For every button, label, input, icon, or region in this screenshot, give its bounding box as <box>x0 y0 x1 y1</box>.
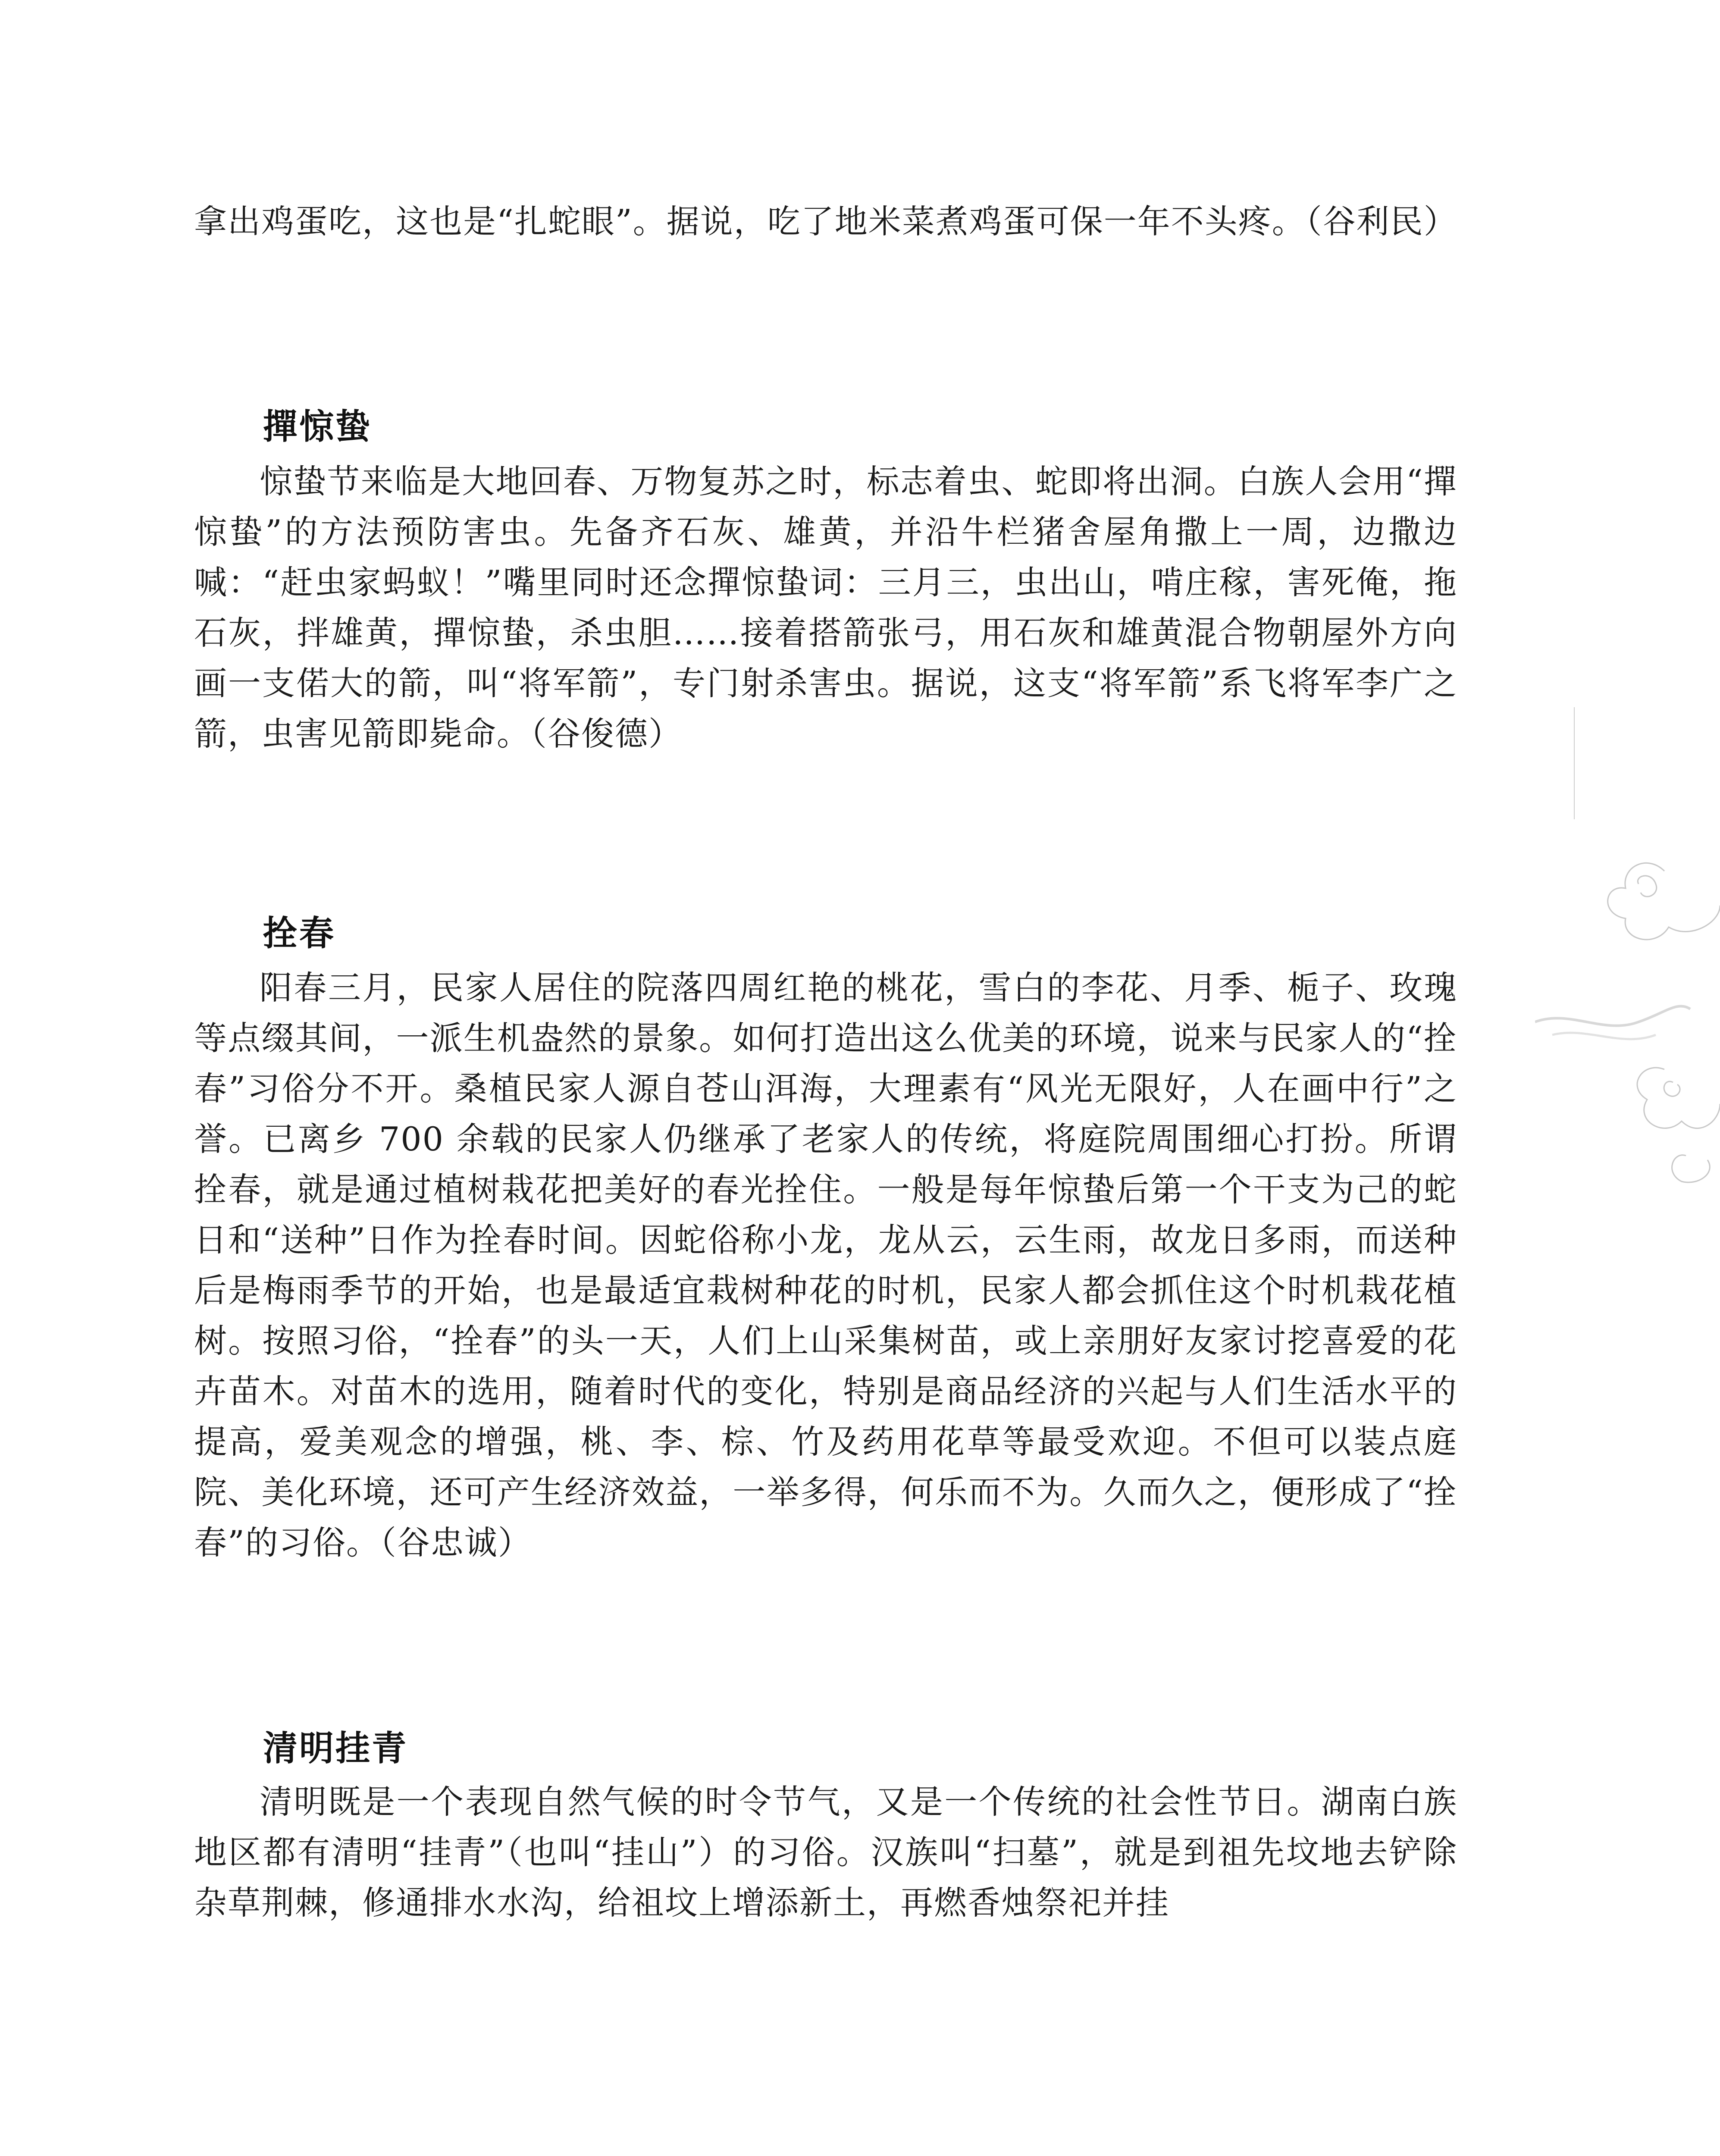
section-title-3: 清明挂青 <box>263 1728 408 1768</box>
section-body-2 <box>194 962 1457 1568</box>
continued-text: 拿出鸡蛋吃，这也是“扎蛇眼”。据说，吃了地米菜煮鸡蛋可保一年不头疼。（谷利民） <box>194 202 1457 241</box>
section-body-text-2: 阳春三月，民家人居住的院落四周红艳的桃花，雪白的李花、月季、栀子、玫瑰等点缀其间，一派生机盎然的景象。如何打造出这么优美的环境，说来与民家人的“拴春”习俗分不开。桑植民家人源自苍山洱海，大理素有“风光无限好，人在画中行”之誉。已离乡 700 余载的民家人仍继承了老家人的传统，将庭院周围细心打扮。所谓拴春，就是通过植树栽花把美好的春光拴住。一般是每年惊蛰后第一个干支为己的蛇日和“送种”日作为拴春时间。因蛇俗称小龙，龙从云，云生雨，故龙日多雨，而送种后是梅雨季节的开始，也是最适宜栽树种花的时机，民家人都会抓住这个时机栽花植树。按照习俗，“拴春”的头一天，人们上山采集树苗，或上亲朋好友家讨挖喜爱的花卉苗木。对苗木的选用，随着时代的变化，特别是商品经济的兴起与人们生活水平的提高，爱美观念的增强，桃、李、棕、竹及药用花草等最受欢迎。不但可以装点庭院、美化环境，还可产生经济效益，一举多得，何乐而不为。久而久之，便形成了“拴春”的习俗。（谷忠诚） <box>194 968 1457 1562</box>
section-title-2: 拴春 <box>263 913 335 953</box>
section-body-3 <box>194 1777 1457 1928</box>
margin-rule <box>1574 707 1575 819</box>
section-body-1 <box>194 456 1457 759</box>
chapter-tab <box>1552 811 1720 1199</box>
section-title-1: 撣惊蛰 <box>263 407 372 447</box>
section-body-text-1: 惊蛰节来临是大地回春、万物复苏之时，标志着虫、蛇即将出洞。白族人会用“撣惊蛰”的方法预防害虫。先备齐石灰、雄黄，并沿牛栏猪舍屋角撒上一周，边撒边喊：“赶虫家蚂蚁！”嘴里同时还念撣惊蛰词：三月三，虫出山，啃庄稼，害死俺，拖石灰，拌雄黄，撣惊蛰，杀虫胆……接着搭箭张弓，用石灰和雄黄混合物朝屋外方向画一支偌大的箭，叫“将军箭”，专门射杀害虫。据说，这支“将军箭”系飞将军李广之箭，虫害见箭即毙命。（谷俊德） <box>194 462 1457 753</box>
section-body-text-3: 清明既是一个表现自然气候的时令节气，又是一个传统的社会性节日。湖南白族地区都有清明“挂青”（也叫“挂山”）的习俗。汉族叫“扫墓”，就是到祖先坟地去铲除杂草荆棘，修通排水水沟，给祖坟上增添新土，再燃香烛祭祀并挂 <box>194 1783 1457 1922</box>
continued-paragraph <box>194 196 1457 247</box>
